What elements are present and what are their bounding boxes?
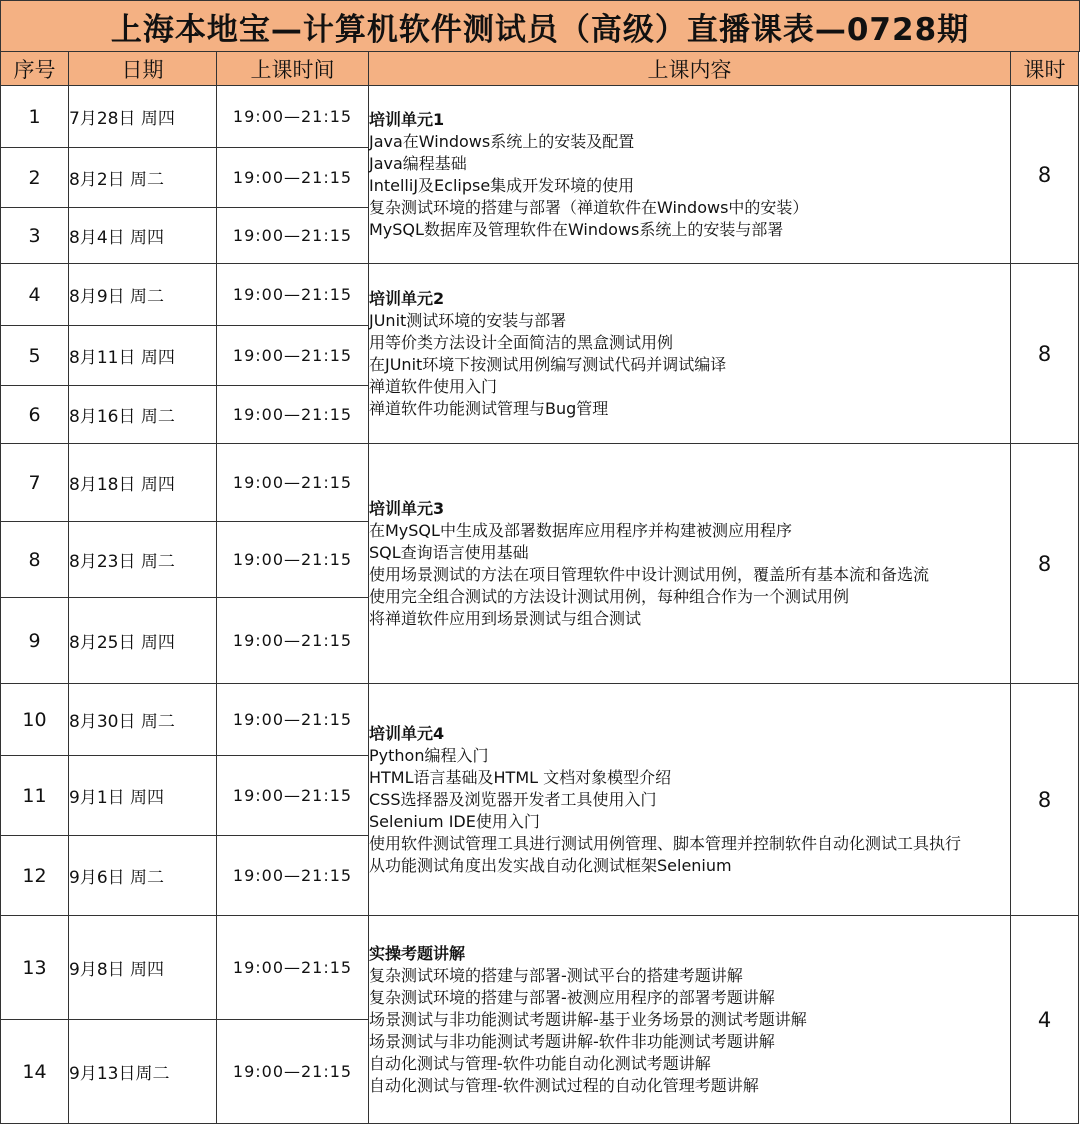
unit-content bbox=[369, 444, 1011, 684]
row-number: 13 bbox=[1, 916, 69, 1020]
unit-hours: 8 bbox=[1011, 684, 1079, 916]
unit-line: 在JUnit环境下按测试用例编写测试代码并调试编译 bbox=[369, 354, 727, 374]
unit-line: 使用完全组合测试的方法设计测试用例，每种组合作为一个测试用例 bbox=[369, 586, 850, 606]
unit-title: 培训单元2 bbox=[369, 288, 445, 308]
unit-line: 禅道软件功能测试管理与Bug管理 bbox=[369, 398, 609, 418]
row-number: 9 bbox=[1, 598, 69, 684]
unit-line: Python编程入门 bbox=[369, 745, 489, 765]
row-time: 19:00—21:15 bbox=[217, 208, 369, 264]
row-time: 19:00—21:15 bbox=[217, 836, 369, 916]
row-number: 10 bbox=[1, 684, 69, 756]
header-content: 上课内容 bbox=[369, 52, 1011, 86]
row-time: 19:00—21:15 bbox=[217, 148, 369, 208]
row-date: 8月18日 周四 bbox=[69, 444, 217, 522]
row-time: 19:00—21:15 bbox=[217, 1020, 369, 1124]
unit-line: 自动化测试与管理-软件功能自动化测试考题讲解 bbox=[369, 1053, 711, 1073]
unit-content bbox=[369, 916, 1011, 1124]
row-time: 19:00—21:15 bbox=[217, 444, 369, 522]
row-date: 8月4日 周四 bbox=[69, 208, 217, 264]
table-row bbox=[1, 916, 1079, 1020]
unit-content bbox=[369, 86, 1011, 264]
header-no: 序号 bbox=[1, 52, 69, 86]
unit-line: 复杂测试环境的搭建与部署-被测应用程序的部署考题讲解 bbox=[369, 987, 775, 1007]
row-number: 3 bbox=[1, 208, 69, 264]
row-number: 4 bbox=[1, 264, 69, 326]
schedule-table bbox=[0, 51, 1079, 1124]
unit-line: 使用场景测试的方法在项目管理软件中设计测试用例，覆盖所有基本流和备选流 bbox=[369, 564, 930, 584]
unit-line: Selenium IDE使用入门 bbox=[369, 811, 540, 831]
table-row bbox=[1, 264, 1079, 326]
header-hours: 课时 bbox=[1011, 52, 1079, 86]
unit-line: 使用软件测试管理工具进行测试用例管理、脚本管理并控制软件自动化测试工具执行 bbox=[369, 833, 962, 853]
unit-line: HTML语言基础及HTML 文档对象模型介绍 bbox=[369, 767, 672, 787]
row-time: 19:00—21:15 bbox=[217, 756, 369, 836]
unit-hours: 8 bbox=[1011, 86, 1079, 264]
row-time: 19:00—21:15 bbox=[217, 598, 369, 684]
row-date: 9月13日周二 bbox=[69, 1020, 217, 1124]
row-date: 8月25日 周四 bbox=[69, 598, 217, 684]
unit-title: 培训单元3 bbox=[369, 498, 445, 518]
unit-line: 禅道软件使用入门 bbox=[369, 376, 498, 396]
row-time: 19:00—21:15 bbox=[217, 264, 369, 326]
table-row bbox=[1, 444, 1079, 522]
unit-line: IntelliJ及Eclipse集成开发环境的使用 bbox=[369, 175, 635, 195]
row-number: 7 bbox=[1, 444, 69, 522]
unit-title: 培训单元4 bbox=[369, 723, 445, 743]
row-number: 5 bbox=[1, 326, 69, 386]
unit-line: JUnit测试环境的安装与部署 bbox=[369, 310, 567, 330]
unit-content bbox=[369, 264, 1011, 444]
row-date: 9月1日 周四 bbox=[69, 756, 217, 836]
row-number: 8 bbox=[1, 522, 69, 598]
row-date: 8月16日 周二 bbox=[69, 386, 217, 444]
unit-hours: 8 bbox=[1011, 264, 1079, 444]
row-date: 7月28日 周四 bbox=[69, 86, 217, 148]
unit-title: 实操考题讲解 bbox=[369, 943, 466, 963]
header-row bbox=[1, 52, 1079, 86]
unit-line: 将禅道软件应用到场景测试与组合测试 bbox=[369, 608, 642, 628]
row-time: 19:00—21:15 bbox=[217, 522, 369, 598]
unit-hours: 8 bbox=[1011, 444, 1079, 684]
unit-line: CSS选择器及浏览器开发者工具使用入门 bbox=[369, 789, 657, 809]
table-row bbox=[1, 86, 1079, 148]
header-date: 日期 bbox=[69, 52, 217, 86]
unit-line: 复杂测试环境的搭建与部署-测试平台的搭建考题讲解 bbox=[369, 965, 743, 985]
row-number: 14 bbox=[1, 1020, 69, 1124]
row-time: 19:00—21:15 bbox=[217, 86, 369, 148]
row-date: 8月9日 周二 bbox=[69, 264, 217, 326]
unit-title: 培训单元1 bbox=[369, 109, 445, 129]
unit-line: SQL查询语言使用基础 bbox=[369, 542, 529, 562]
row-time: 19:00—21:15 bbox=[217, 326, 369, 386]
row-date: 9月6日 周二 bbox=[69, 836, 217, 916]
row-date: 8月11日 周四 bbox=[69, 326, 217, 386]
unit-line: 用等价类方法设计全面简洁的黑盒测试用例 bbox=[369, 332, 674, 352]
unit-line: 在MySQL中生成及部署数据库应用程序并构建被测应用程序 bbox=[369, 520, 792, 540]
page-title: 上海本地宝—计算机软件测试员（高级）直播课表—0728期 bbox=[0, 0, 1080, 52]
unit-line: 场景测试与非功能测试考题讲解-软件非功能测试考题讲解 bbox=[369, 1031, 775, 1051]
row-number: 1 bbox=[1, 86, 69, 148]
unit-line: 自动化测试与管理-软件测试过程的自动化管理考题讲解 bbox=[369, 1075, 759, 1095]
table-row bbox=[1, 684, 1079, 756]
unit-line: Java编程基础 bbox=[369, 153, 467, 173]
unit-content bbox=[369, 684, 1011, 916]
row-time: 19:00—21:15 bbox=[217, 386, 369, 444]
row-date: 9月8日 周四 bbox=[69, 916, 217, 1020]
unit-line: Java在Windows系统上的安装及配置 bbox=[369, 131, 635, 151]
row-number: 12 bbox=[1, 836, 69, 916]
row-number: 11 bbox=[1, 756, 69, 836]
row-date: 8月2日 周二 bbox=[69, 148, 217, 208]
row-time: 19:00—21:15 bbox=[217, 684, 369, 756]
row-date: 8月30日 周二 bbox=[69, 684, 217, 756]
unit-line: 从功能测试角度出发实战自动化测试框架Selenium bbox=[369, 855, 732, 875]
row-number: 2 bbox=[1, 148, 69, 208]
unit-line: MySQL数据库及管理软件在Windows系统上的安装与部署 bbox=[369, 219, 784, 239]
unit-hours: 4 bbox=[1011, 916, 1079, 1124]
row-number: 6 bbox=[1, 386, 69, 444]
unit-line: 复杂测试环境的搭建与部署（禅道软件在Windows中的安装） bbox=[369, 197, 809, 217]
unit-line: 场景测试与非功能测试考题讲解-基于业务场景的测试考题讲解 bbox=[369, 1009, 807, 1029]
row-date: 8月23日 周二 bbox=[69, 522, 217, 598]
header-time: 上课时间 bbox=[217, 52, 369, 86]
row-time: 19:00—21:15 bbox=[217, 916, 369, 1020]
